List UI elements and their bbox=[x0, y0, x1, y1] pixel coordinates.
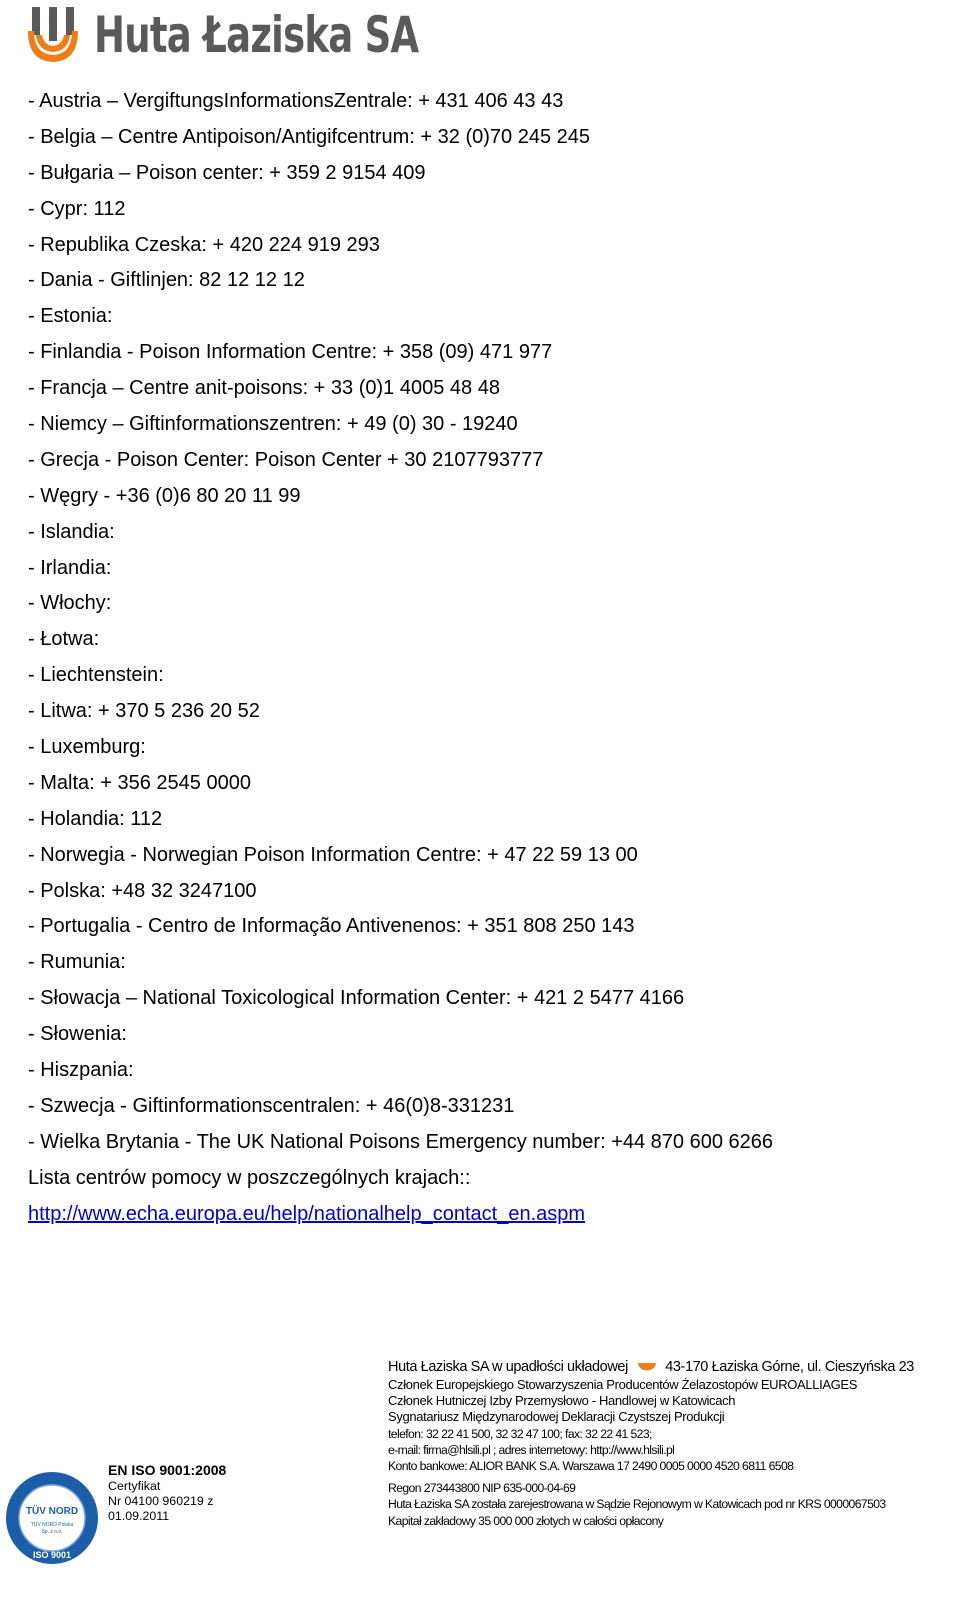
list-item: - Litwa: + 370 5 236 20 52 bbox=[28, 700, 260, 723]
list-item: - Grecja - Poison Center: Poison Center + 30 2107793777 bbox=[28, 448, 544, 471]
company-name: Huta Łaziska SA w upadłości układowej bbox=[388, 1359, 628, 1375]
certificate-label: Certyfikat bbox=[108, 1479, 161, 1493]
cleaner-production-declaration: Sygnatariusz Międzynarodowej Deklaracji Czystszej Produkcji bbox=[388, 1409, 725, 1425]
list-item: - Francja – Centre anit-poisons: + 33 (0)1 4005 48 48 bbox=[28, 377, 500, 400]
list-item: - Belgia – Centre Antipoison/Antigifcentrum: + 32 (0)70 245 245 bbox=[28, 125, 591, 148]
list-item: - Republika Czeska: + 420 224 919 293 bbox=[28, 233, 380, 256]
certificate-number: Nr 04100 960219 z bbox=[108, 1494, 214, 1508]
list-item: - Portugalia - Centro de Informação Antivenenos: + 351 808 250 143 bbox=[28, 915, 635, 938]
list-item: - Malta: + 356 2545 0000 bbox=[28, 771, 251, 794]
iso-standard: EN ISO 9001:2008 bbox=[108, 1462, 227, 1478]
huta-logo-icon bbox=[26, 5, 80, 65]
svg-text:ISO 9001: ISO 9001 bbox=[32, 1550, 72, 1560]
membership-euroalliages: Członek Europejskiego Stowarzyszenia Producentów Żelazostopów EUROALLIAGES bbox=[388, 1377, 858, 1392]
list-item: - Liechtenstein: bbox=[28, 664, 164, 687]
company-info bbox=[388, 1357, 954, 1529]
list-item: - Słowenia: bbox=[28, 1023, 127, 1046]
tuv-nord-seal-icon bbox=[4, 1470, 100, 1566]
membership-chamber: Członek Hutniczej Izby Przemysłowo - Handlowej w Katowicach bbox=[388, 1393, 736, 1409]
list-item: - Holandia: 112 bbox=[28, 807, 163, 830]
poison-centers-list bbox=[28, 84, 938, 1233]
list-item: - Cypr: 112 bbox=[28, 197, 126, 220]
ladle-separator-icon bbox=[638, 1363, 656, 1371]
svg-text:TÜV NORD Polska: TÜV NORD Polska bbox=[30, 1522, 74, 1528]
certification-info bbox=[108, 1461, 226, 1524]
echa-help-link[interactable]: http://www.echa.europa.eu/help/nationalhelp_contact_en.aspm bbox=[28, 1202, 586, 1225]
list-item: - Łotwa: bbox=[28, 628, 100, 651]
list-caption: Lista centrów pomocy w poszczególnych krajach:: bbox=[28, 1166, 471, 1189]
list-item: - Irlandia: bbox=[28, 556, 112, 579]
list-item: - Wielka Brytania - The UK National Poisons Emergency number: +44 870 600 6266 bbox=[28, 1130, 774, 1153]
list-item: - Niemcy – Giftinformationszentren: + 49 (0) 30 - 19240 bbox=[28, 413, 518, 436]
regon-nip: Regon 273443800 NIP 635-000-04-69 bbox=[388, 1481, 576, 1496]
bank-account: Konto bankowe: ALIOR BANK S.A. Warszawa 17 2490 0005 0000 4520 6811 6508 bbox=[388, 1458, 794, 1473]
list-item: - Luxemburg: bbox=[28, 736, 146, 759]
list-item: - Finlandia - Poison Information Centre: + 358 (09) 471 977 bbox=[28, 341, 553, 364]
list-item: - Estonia: bbox=[28, 305, 113, 328]
list-item: - Włochy: bbox=[28, 592, 112, 615]
list-item: - Szwecja - Giftinformationscentralen: + 46(0)8-331231 bbox=[28, 1094, 515, 1117]
company-name-line bbox=[388, 1357, 954, 1377]
list-item: - Słowacja – National Toxicological Information Center: + 421 2 5477 4166 bbox=[28, 987, 685, 1010]
list-item: - Norwegia - Norwegian Poison Information Centre: + 47 22 59 13 00 bbox=[28, 843, 638, 866]
company-logo bbox=[26, 4, 532, 66]
phone-fax: telefon: 32 22 41 500, 32 32 47 100; fax: 32 22 41 523; bbox=[388, 1426, 652, 1441]
list-item: - Austria – VergiftungsInformationsZentrale: + 431 406 43 43 bbox=[28, 90, 564, 112]
list-item: - Rumunia: bbox=[28, 951, 126, 974]
list-item: - Węgry - +36 (0)6 80 20 11 99 bbox=[28, 484, 301, 507]
court-registration: Huta Łaziska SA została zarejestrowana w Sądzie Rejonowym w Katowicach pod nr KRS 0000067503 bbox=[388, 1497, 886, 1512]
share-capital: Kapitał zakładowy 35 000 000 złotych w całości opłacony bbox=[388, 1513, 664, 1528]
company-address: 43-170 Łaziska Górne, ul. Cieszyńska 23 bbox=[665, 1359, 914, 1375]
list-item: - Dania - Giftlinjen: 82 12 12 12 bbox=[28, 269, 305, 292]
certificate-date: 01.09.2011 bbox=[108, 1509, 170, 1523]
email-website: e-mail: firma@hlsili.pl ; adres internetowy: http://www.hlsili.pl bbox=[388, 1442, 675, 1457]
list-item: - Islandia: bbox=[28, 520, 115, 543]
list-item: - Hiszpania: bbox=[28, 1059, 134, 1082]
list-item: - Bułgaria – Poison center: + 359 2 9154 409 bbox=[28, 161, 426, 184]
svg-text:Sp. z o.o.: Sp. z o.o. bbox=[41, 1529, 63, 1535]
logo-text: Huta Łaziska SA bbox=[94, 6, 419, 64]
svg-text:TÜV NORD: TÜV NORD bbox=[25, 1506, 79, 1517]
list-item: - Polska: +48 32 3247100 bbox=[28, 879, 257, 902]
